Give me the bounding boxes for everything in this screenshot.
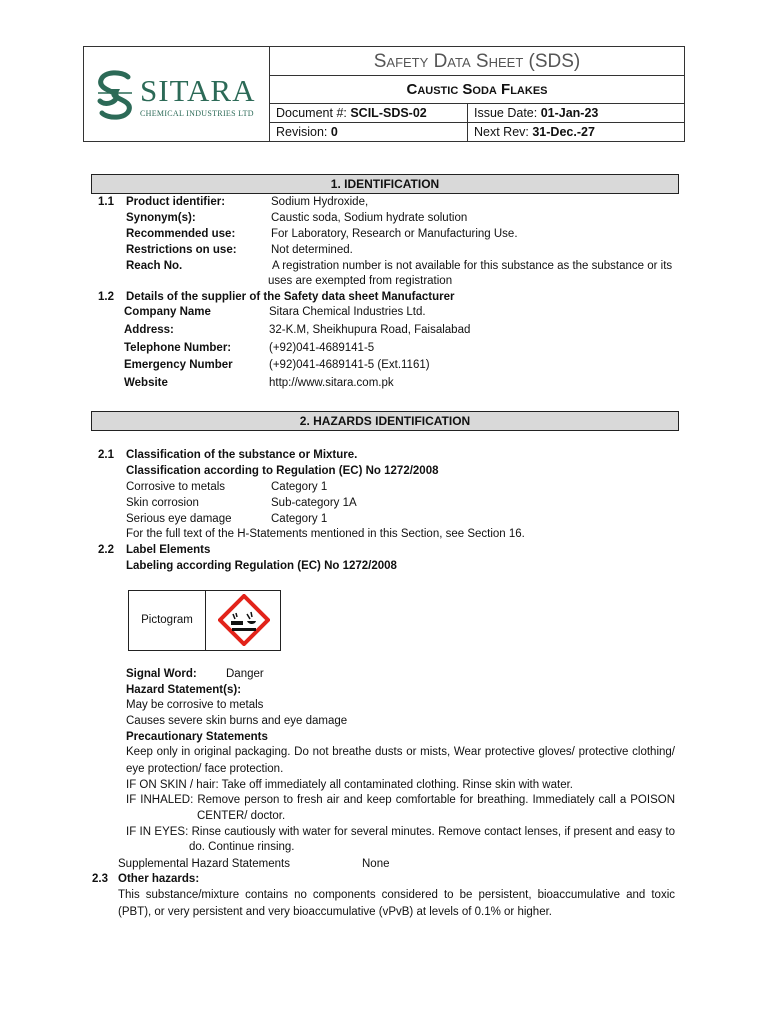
- restrictions-label: Restrictions on use:: [126, 244, 237, 256]
- precaution-3-line-2: CENTER/ doctor.: [197, 810, 286, 822]
- recommended-use-label: Recommended use:: [126, 228, 236, 240]
- precaution-3-line-1: IF INHALED: Remove person to fresh air and keep comfortable for breathing. Immediately call a POISON: [126, 794, 675, 806]
- product-identifier-value: Sodium Hydroxide,: [271, 196, 369, 208]
- document-header: [83, 46, 685, 142]
- next-revision-label: Next Rev:: [474, 125, 533, 139]
- company-name-label: Company Name: [124, 306, 211, 318]
- next-revision-value: 31-Dec.-27: [532, 125, 595, 139]
- signal-word-value: Danger: [226, 668, 264, 680]
- hazard-statement-2: Causes severe skin burns and eye damage: [126, 715, 348, 727]
- class-name-1: Corrosive to metals: [126, 481, 226, 493]
- hazard-statements-label: Hazard Statement(s):: [126, 684, 242, 696]
- precaution-4-line-2: do. Continue rinsing.: [189, 841, 295, 853]
- precaution-4-line-1: IF IN EYES: Rinse cautiously with water for several minutes. Remove contact lenses, if present and easy to: [126, 826, 675, 838]
- sitara-logo-icon: [92, 69, 138, 121]
- section-2-1-number: 2.1: [98, 449, 114, 461]
- section-2-2-title: Label Elements: [126, 544, 211, 556]
- address-label: Address:: [124, 324, 174, 336]
- website-label: Website: [124, 377, 168, 389]
- document-title: Safety Data Sheet (SDS): [270, 47, 684, 76]
- section-1-2-title: Details of the supplier of the Safety data sheet Manufacturer: [126, 291, 455, 303]
- signal-word-label: Signal Word:: [126, 668, 197, 680]
- reach-value-line-1: A registration number is not available for this substance as the substance or its: [272, 260, 673, 272]
- issue-date-label: Issue Date:: [474, 106, 541, 120]
- section-1-heading: 1. IDENTIFICATION: [91, 174, 679, 194]
- revision-label: Revision:: [276, 125, 331, 139]
- supplemental-hazard-value: None: [362, 858, 390, 870]
- section-1-1-number: 1.1: [98, 196, 114, 208]
- supplemental-hazard-label: Supplemental Hazard Statements: [118, 858, 290, 870]
- pictogram-label: Pictogram: [129, 591, 206, 650]
- document-number-value: SCIL-SDS-02: [350, 106, 427, 120]
- document-number-label: Document #:: [276, 106, 351, 120]
- class-category-2: Sub-category 1A: [271, 497, 357, 509]
- class-category-3: Category 1: [271, 513, 328, 525]
- issue-date-cell: [468, 104, 684, 123]
- section-2-3-title: Other hazards:: [118, 873, 200, 885]
- issue-date-value: 01-Jan-23: [540, 106, 599, 120]
- other-hazards-line-1: This substance/mixture contains no components considered to be persistent, bioaccumulative and toxic: [118, 889, 675, 901]
- hazard-statement-1: May be corrosive to metals: [126, 699, 264, 711]
- logo-cell: [84, 47, 270, 141]
- other-hazards-line-2: (PBT), or very persistent and very bioaccumulative (vPvB) at levels of 0.1% or higher.: [118, 906, 552, 918]
- emergency-value: (+92)041-4689141-5 (Ext.1161): [269, 359, 430, 371]
- company-logo-name: SITARA: [140, 73, 256, 108]
- synonyms-value: Caustic soda, Sodium hydrate solution: [271, 212, 468, 224]
- product-name: Caustic Soda Flakes: [270, 76, 684, 104]
- synonyms-label: Synonym(s):: [126, 212, 196, 224]
- restrictions-value: Not determined.: [271, 244, 353, 256]
- telephone-value: (+92)041-4689141-5: [269, 342, 375, 354]
- company-name-value: Sitara Chemical Industries Ltd.: [269, 306, 426, 318]
- labeling-regulation: Labeling according Regulation (EC) No 1272/2008: [126, 560, 397, 572]
- company-logo-subtitle: CHEMICAL INDUSTRIES LTD: [140, 109, 254, 118]
- section-2-2-number: 2.2: [98, 544, 114, 556]
- section-2-1-title: Classification of the substance or Mixture.: [126, 449, 358, 461]
- document-number-cell: [270, 104, 468, 123]
- classification-regulation: Classification according to Regulation (EC) No 1272/2008: [126, 465, 439, 477]
- product-identifier-label: Product identifier:: [126, 196, 226, 208]
- pictogram-table: [128, 590, 281, 651]
- revision-cell: [270, 123, 468, 142]
- class-category-1: Category 1: [271, 481, 328, 493]
- precaution-2: IF ON SKIN / hair: Take off immediately all contaminated clothing. Rinse skin with water.: [126, 779, 573, 791]
- section-1-2-number: 1.2: [98, 291, 114, 303]
- emergency-label: Emergency Number: [124, 359, 233, 371]
- precaution-1-line-2: eye protection/ face protection.: [126, 763, 284, 775]
- class-name-3: Serious eye damage: [126, 513, 232, 525]
- website-link[interactable]: http://www.sitara.com.pk: [269, 377, 394, 389]
- next-revision-cell: [468, 123, 684, 142]
- section-2-3-number: 2.3: [92, 873, 108, 885]
- ghs-corrosion-icon: [218, 594, 270, 646]
- reach-label: Reach No.: [126, 260, 183, 272]
- telephone-label: Telephone Number:: [124, 342, 232, 354]
- precaution-1-line-1: Keep only in original packaging. Do not breathe dusts or mists, Wear protective gloves/ protective clothing/: [126, 746, 675, 758]
- reach-value-line-2: uses are exempted from registration: [268, 275, 453, 287]
- precautionary-statements-label: Precautionary Statements: [126, 731, 268, 743]
- recommended-use-value: For Laboratory, Research or Manufacturing Use.: [271, 228, 518, 240]
- class-name-2: Skin corrosion: [126, 497, 199, 509]
- full-text-note: For the full text of the H-Statements mentioned in this Section, see Section 16.: [126, 528, 525, 540]
- address-value: 32-K.M, Sheikhupura Road, Faisalabad: [269, 324, 471, 336]
- section-2-heading: 2. HAZARDS IDENTIFICATION: [91, 411, 679, 431]
- revision-value: 0: [330, 125, 338, 139]
